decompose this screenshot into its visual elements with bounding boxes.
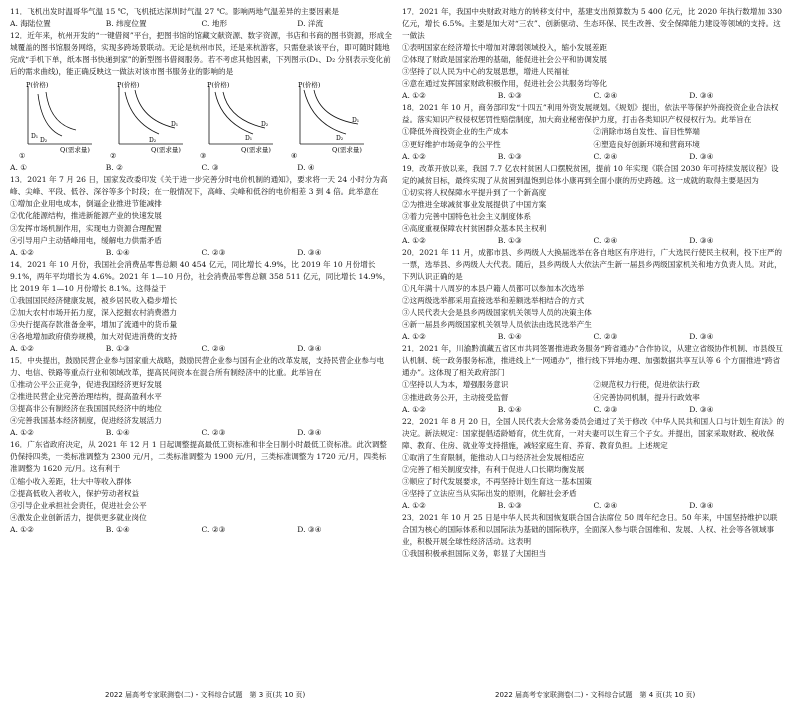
statement-3: ③提高非公有制经济在我国国民经济中的地位 bbox=[10, 404, 162, 414]
question-16 bbox=[10, 439, 393, 535]
graph-3 bbox=[199, 80, 277, 160]
statement-3: ③央行提高存款准备金率，增加了流通中的货币量 bbox=[10, 319, 178, 329]
question-14 bbox=[10, 259, 393, 355]
statement-4: ④各地增加政府债券规模，加大对促进消费的支持 bbox=[10, 331, 178, 341]
option-b[interactable]: B. ①③ bbox=[105, 343, 130, 353]
option-c[interactable]: C. ③ bbox=[201, 163, 219, 173]
statement-1: ①缩小收入差距，壮大中等收入群体 bbox=[10, 476, 132, 486]
statement-2: ②为推进全球减贫事业发展提供了中国方案 bbox=[402, 199, 547, 209]
statement-4: ④新一届县乡两级国家机关领导人员依法由选民选举产生 bbox=[402, 320, 592, 330]
option-b[interactable]: B. 纬度位置 bbox=[105, 19, 147, 29]
statement-4: ④完善我国基本经济制度，促进经济发展活力 bbox=[10, 416, 162, 426]
svg-text:①: ① bbox=[19, 152, 26, 161]
option-d[interactable]: D. ③④ bbox=[297, 524, 322, 534]
question-stem: 20．2021 年 11 月，成都市县、乡两级人大换届选举在各自地区有序进行，广大选民行使民主权利，投下庄严的一票，选举县、乡两级人大代表。随后，县乡两级人大依法产生新一届县乡两级国家机关和地方负责人员。对此，下列认识正确的是 bbox=[402, 247, 783, 282]
option-b[interactable]: B. ①④ bbox=[105, 524, 130, 534]
option-c[interactable]: C. ②③ bbox=[593, 404, 618, 414]
svg-text:D₁: D₁ bbox=[351, 117, 360, 125]
statement-1: ①我国国民经济健康发展，被乡居民收入稳步增长 bbox=[10, 295, 178, 305]
option-d[interactable]: D. ③④ bbox=[689, 151, 714, 161]
svg-text:D₁: D₁ bbox=[170, 121, 178, 129]
statement-3: ③顺应了时代发展要求，不再坚持计划生育这一基本国策 bbox=[402, 476, 592, 486]
svg-text:P(价格): P(价格) bbox=[116, 81, 140, 90]
graph-1-svg bbox=[18, 80, 96, 160]
left-column bbox=[10, 6, 393, 536]
option-a[interactable]: A. ①② bbox=[402, 404, 426, 414]
svg-text:Q(需求量): Q(需求量) bbox=[150, 146, 181, 155]
option-c[interactable]: C. ②④ bbox=[201, 343, 226, 353]
question-17 bbox=[402, 6, 785, 102]
statement-1: ①推动公平公正竞争，促进我国经济更好发展 bbox=[10, 380, 162, 390]
statement-row bbox=[402, 139, 785, 151]
option-a[interactable]: A. ①② bbox=[10, 247, 34, 257]
question-stem: 16．广东省政府决定，从 2021 年 12 月 1 日起调整提高最低工资标准和非全日制小时最低工资标准。此次调整仍保持四类，一类标准调整为 2300 元/月，二类标准调整为 1900 元/月，三类标准调整为 1720 元/月，四类标准调整为 1620 元/月。这有利于 bbox=[10, 440, 387, 474]
question-18 bbox=[402, 102, 785, 162]
statement-row bbox=[402, 392, 785, 404]
svg-text:Q(需求量): Q(需求量) bbox=[331, 146, 362, 155]
option-a[interactable]: A. ①② bbox=[10, 524, 34, 534]
graph-2 bbox=[109, 80, 187, 160]
svg-text:P(价格): P(价格) bbox=[297, 81, 321, 90]
svg-text:Q(需求量): Q(需求量) bbox=[60, 146, 90, 155]
svg-text:Q(需求量): Q(需求量) bbox=[241, 146, 272, 155]
statement-3: ③坚持了以人民为中心的发展思想，增进人民福祉 bbox=[402, 67, 570, 77]
option-row bbox=[10, 162, 393, 174]
option-a[interactable]: A. ①② bbox=[402, 500, 426, 510]
svg-text:D₁: D₁ bbox=[31, 133, 39, 141]
statement-4: ④引导用户主动错峰用电，缓解电力供需矛盾 bbox=[10, 235, 162, 245]
option-b[interactable]: B. ①③ bbox=[497, 91, 522, 101]
question-19 bbox=[402, 163, 785, 247]
statement-2: ②消除市场自发性、盲目性弊端 bbox=[593, 127, 700, 137]
statement-2: ②推进民营企业完善治理结构，提高盈利水平 bbox=[10, 392, 162, 402]
option-d[interactable]: D. ③④ bbox=[689, 500, 714, 510]
option-a[interactable]: A. ① bbox=[10, 163, 28, 173]
statement-4: ④坚持了立法应当从实际出发的原则，化解社会矛盾 bbox=[402, 488, 577, 498]
statement-4: ④激发企业创新活力，提供更多就业岗位 bbox=[10, 512, 147, 522]
option-a[interactable]: A. ①② bbox=[10, 428, 34, 438]
option-row bbox=[402, 151, 785, 163]
svg-text:D₂: D₂ bbox=[335, 135, 344, 143]
option-d[interactable]: D. ③④ bbox=[297, 247, 322, 257]
option-b[interactable]: B. ①③ bbox=[497, 151, 522, 161]
option-a[interactable]: A. ①② bbox=[402, 151, 426, 161]
statement-4: ④塑造良好创新环境和营商环境 bbox=[593, 139, 700, 149]
option-b[interactable]: B. ①③ bbox=[497, 235, 522, 245]
graph-3-svg bbox=[199, 80, 277, 160]
svg-text:D₂: D₂ bbox=[148, 137, 156, 145]
option-row bbox=[10, 343, 393, 355]
svg-text:D₂: D₂ bbox=[40, 137, 48, 145]
statement-3: ③更好维护市场竞争的公平性 bbox=[402, 139, 501, 149]
statement-1: ①坚持以人为本，增强服务意识 bbox=[402, 380, 509, 390]
question-stem: 18．2021 年 10 月，商务部印发“十四五”利用外资发展规划。《规划》提出，依法平等保护外商投资企业合法权益。落实知识产权侵权惩罚性赔偿制度，加大商业秘密保护力度，打击各类知识产权侵权行为。此举旨在 bbox=[402, 103, 779, 125]
statement-4: ④完善协同机制，提升行政效率 bbox=[593, 392, 700, 402]
statement-1: ①我国积极承担国际义务，彰显了大国担当 bbox=[402, 549, 547, 559]
option-row bbox=[402, 500, 785, 512]
statement-3: ③引导企业承担社会责任，促进社会公平 bbox=[10, 500, 147, 510]
statement-3: ③推进政务公开，主动接受监督 bbox=[402, 392, 509, 402]
option-d[interactable]: D. ③④ bbox=[689, 91, 714, 101]
option-row bbox=[402, 331, 785, 343]
option-c[interactable]: C. ②④ bbox=[593, 91, 618, 101]
question-stem: 11．飞机出发时温哥华气温 15 ℃，飞机抵达深圳时气温 27 ℃。影响两地气温差异的主要因素是 bbox=[10, 7, 340, 16]
question-15 bbox=[10, 355, 393, 439]
option-d[interactable]: D. 洋流 bbox=[297, 19, 324, 29]
page-footer-right: 2022 届高考专家联测卷(二)・文科综合试题 第 4 页(共 10 页) bbox=[495, 691, 696, 699]
statement-2: ②规范权力行使，促进依法行政 bbox=[593, 380, 700, 390]
graph-4 bbox=[290, 80, 368, 160]
statement-2: ②体现了财政是国家治理的基础，能促进社会公平和协调发展 bbox=[402, 55, 608, 65]
statement-2: ②提高低收入者收入，保护劳动者权益 bbox=[10, 488, 140, 498]
svg-text:D₁: D₁ bbox=[245, 135, 253, 143]
statement-1: ①取消了生育限制，能推动人口与经济社会发展相适应 bbox=[402, 452, 585, 462]
option-c[interactable]: C. ②③ bbox=[593, 332, 618, 342]
statement-1: ①降低外商投资企业的生产成本 bbox=[402, 127, 509, 137]
statement-row bbox=[402, 379, 785, 391]
option-a[interactable]: A. ①② bbox=[10, 343, 34, 353]
statement-1: ①表明国家在经济增长中增加对薄弱领域投入，缩小发展差距 bbox=[402, 43, 608, 53]
option-d[interactable]: D. ④ bbox=[297, 163, 315, 173]
option-d[interactable]: D. ③④ bbox=[689, 404, 714, 414]
option-c[interactable]: C. ②③ bbox=[201, 428, 226, 438]
option-b[interactable]: B. ①④ bbox=[497, 332, 522, 342]
statement-1: ①凡年满十八周岁的本县户籍人员都可以参加本次选举 bbox=[402, 284, 585, 294]
question-stem: 12．近年来，杭州开发的“一键借阅”平台，把图书馆的馆藏文献资源、数字资源，书店和书商的图书资源，形成全城覆盖的图书馆服务网络，实现多跨场景联动。无论是杭州市民，还是来杭游客，只需登录该平台，即可随时随地完成“手机下单，纸本图书快递到家”的新型图书借阅服务。若不考虑其他因素，下列图示(D₁、D₂ 分别表示变化前后的需求曲线)，能正确反映这一做法对该市图书服务业的影响的是 bbox=[10, 31, 392, 77]
question-stem: 14．2021 年 10 月份，我国社会消费品零售总额 40 454 亿元，同比增长 4.9%，比 2019 年 10 月份增长 9.1%，两年平均增长为 4.6%。2021 年 1—10 月份，社会消费品零售总额 358 511 亿元，同比增长 14.9%，比 2019 年 1—10 月份增长 8.1%。这得益于 bbox=[10, 259, 391, 293]
option-a[interactable]: A. ①② bbox=[402, 91, 426, 101]
question-22 bbox=[402, 416, 785, 512]
statement-3: ③着力完善中国特色社会主义制度体系 bbox=[402, 211, 532, 221]
option-row bbox=[10, 524, 393, 536]
question-11 bbox=[10, 6, 393, 30]
option-d[interactable]: D. ③④ bbox=[297, 428, 322, 438]
question-stem: 19．改革开放以来，我国 7.7 亿农村贫困人口摆脱贫困，提前 10 年实现《联合国 2030 年可持续发展议程》设定的减贫目标，最终实现了从贫困到温饱到总体小康再到全面小康的历史跨越。这一成就的取得主要是因为 bbox=[402, 163, 779, 185]
question-stem: 15．中央提出，鼓励民营企业参与国家重大战略，鼓励民营企业参与国有企业的改革发展，支持民营企业参与电力、电信、铁路等重点行业和领域改革，提高民间资本在混合所有制经济中的比重。此举旨在 bbox=[10, 356, 385, 378]
statement-2: ②加大农村市场开拓力度，深入挖掘农村消费潜力 bbox=[10, 307, 178, 317]
question-stem: 22．2021 年 8 月 20 日，全国人民代表大会常务委员会通过了关于修改《中华人民共和国人口与计划生育法》的决定。新法规定：国家提倡适龄婚育，优生优育，一对夫妻可以生育三个子女。并提出，国家采取财政、税收保障、教育、住房、就业等支持措施，减轻家庭生育、养育、教育负担。上述规定 bbox=[402, 416, 785, 450]
option-a[interactable]: A. 海陆位置 bbox=[10, 19, 51, 29]
option-d[interactable]: D. ③④ bbox=[689, 235, 714, 245]
option-b[interactable]: B. ①④ bbox=[105, 247, 130, 257]
page-footer-left: 2022 届高考专家联测卷(二)・文科综合试题 第 3 页(共 10 页) bbox=[105, 691, 306, 699]
option-a[interactable]: A. ①② bbox=[402, 235, 426, 245]
question-stem: 17．2021 年，我国中央财政对地方的转移支付中，基建支出预算数为 5 400 亿元，比 2020 年执行数增加 330 亿元，增长 6.5%。主要是加大对“三农”、创新驱动、生态环保、民生改善、安全保障能力建设等领域的支持。这一做法 bbox=[402, 7, 782, 41]
statement-2: ②优化能源结构，推进新能源产业的快速发展 bbox=[10, 211, 162, 221]
question-21 bbox=[402, 343, 785, 415]
svg-text:P(价格): P(价格) bbox=[26, 81, 49, 90]
option-row bbox=[10, 18, 393, 30]
option-c[interactable]: C. ②③ bbox=[201, 247, 226, 257]
graph-4-svg bbox=[290, 80, 368, 160]
graph-2-svg bbox=[109, 80, 187, 160]
option-b[interactable]: B. ①③ bbox=[497, 500, 522, 510]
statement-2: ②这两级选举都采用直接选举和差额选举相结合的方式 bbox=[402, 296, 585, 306]
statement-1: ①增加企业用电成本，倒逼企业推进节能减排 bbox=[10, 199, 162, 209]
graph-1 bbox=[18, 80, 96, 160]
option-c[interactable]: C. ②④ bbox=[593, 235, 618, 245]
question-20 bbox=[402, 247, 785, 343]
statement-4: ④高度重视保障农村贫困群众基本民主权利 bbox=[402, 223, 547, 233]
question-12 bbox=[10, 30, 393, 174]
svg-text:③: ③ bbox=[200, 152, 207, 161]
option-row bbox=[10, 247, 393, 259]
option-row bbox=[402, 90, 785, 102]
option-row bbox=[402, 404, 785, 416]
statement-4: ④意在通过发挥国家财政积极作用，促进社会公共服务均等化 bbox=[402, 79, 608, 89]
svg-text:④: ④ bbox=[290, 152, 298, 161]
question-13 bbox=[10, 174, 393, 258]
option-d[interactable]: D. ③④ bbox=[297, 343, 322, 353]
option-b[interactable]: B. ①④ bbox=[497, 404, 522, 414]
option-b[interactable]: B. ② bbox=[105, 163, 123, 173]
option-c[interactable]: C. ②④ bbox=[593, 500, 618, 510]
statement-3: ③人民代表大会是县乡两级国家机关领导人员的决策主体 bbox=[402, 308, 592, 318]
option-row bbox=[402, 235, 785, 247]
option-c[interactable]: C. ②④ bbox=[593, 151, 618, 161]
svg-text:P(价格): P(价格) bbox=[207, 81, 230, 90]
question-stem: 21．2021 年，川渝黔滇藏五省区市共同签署推进政务服务“跨省通办”合作协议，从建立省级协作机制、市县级互认机制、统一政务服务标准，推进线上“一网通办”，推行线下异地办理、加强数据共享互认等 6 个方面推进“跨省通办”。这体现了相关政府部门 bbox=[402, 344, 783, 378]
option-b[interactable]: B. ①④ bbox=[105, 428, 130, 438]
right-column bbox=[402, 6, 785, 560]
option-c[interactable]: C. 地形 bbox=[201, 19, 228, 29]
option-a[interactable]: A. ①② bbox=[402, 332, 426, 342]
statement-1: ①切实将人权保障水平提升到了一个新高度 bbox=[402, 187, 547, 197]
option-d[interactable]: D. ③④ bbox=[689, 332, 714, 342]
svg-text:②: ② bbox=[109, 152, 116, 161]
statement-row bbox=[402, 126, 785, 138]
statement-3: ③发挥市场机制作用，实现电力资源合理配置 bbox=[10, 223, 162, 233]
statement-2: ②完善了相关制度安排，有利于促进人口长期均衡发展 bbox=[402, 464, 585, 474]
option-row bbox=[10, 427, 393, 439]
svg-text:D₂: D₂ bbox=[261, 121, 269, 129]
question-stem: 23．2021 年 10 月 25 日是中华人民共和国恢复联合国合法席位 50 周年纪念日。50 年来，中国坚持维护以联合国为核心的国际体系和以国际法为基础的国际秩序，全面深入参与联合国维和、发展、人权、社会等各领域事业，积极开展全球性经济活动。这表明 bbox=[402, 512, 778, 547]
demand-curve-graphs bbox=[18, 80, 368, 160]
question-23 bbox=[402, 512, 785, 560]
question-stem: 13．2021 年 7 月 26 日，国家发改委印发《关于进一步完善分时电价机制的通知》，要求将一天 24 小时分为高峰、尖峰、平段、低谷、深谷等多个时段；在一般情况下，高峰、尖峰和低谷的电价相差 3 到 4 倍。此举意在 bbox=[10, 175, 388, 197]
option-c[interactable]: C. ②③ bbox=[201, 524, 226, 534]
